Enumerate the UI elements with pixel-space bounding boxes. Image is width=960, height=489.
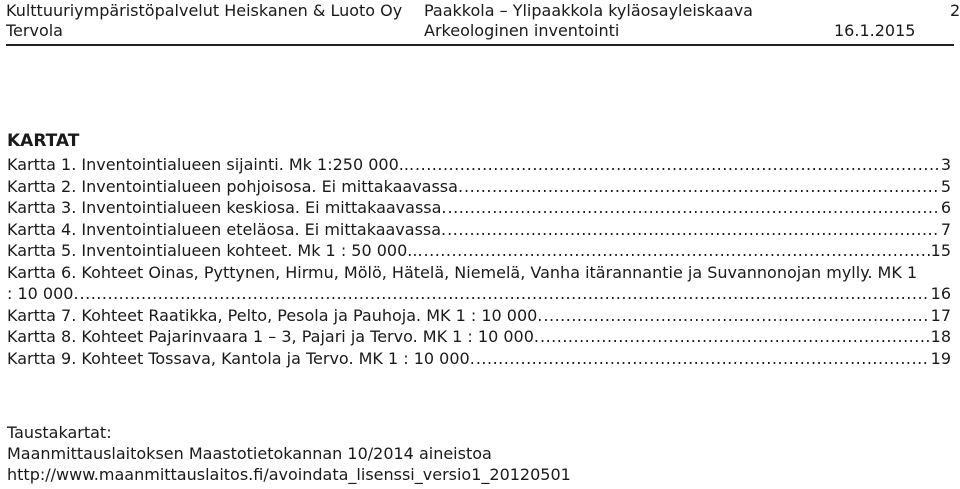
toc-entry-1[interactable] <box>7 154 951 176</box>
section-title: KARTAT <box>7 131 80 151</box>
toc-label: Kartta 7. Kohteet Raatikka, Pelto, Pesola ja Pauhoja. MK 1 : 10 000. <box>7 305 543 325</box>
toc-page: 3 <box>940 155 951 174</box>
toc-entry-2[interactable] <box>7 176 951 198</box>
toc-label: Kartta 1. Inventointialueen sijainti. Mk 1:250 000... <box>7 155 415 174</box>
toc-page: 17 <box>930 305 951 325</box>
toc-label: Kartta 9. Kohteet Tossava, Kantola ja Tervo. MK 1 : 10 000. <box>7 348 475 368</box>
toc-label: Kartta 8. Kohteet Pajarinvaara 1 – 3, Pajari ja Tervo. MK 1 : 10 000. <box>7 327 539 346</box>
toc-label: : 10 000. <box>7 284 79 303</box>
toc-page: 16 <box>930 284 951 303</box>
toc-entry-4[interactable] <box>7 219 951 241</box>
toc-entry-6[interactable] <box>7 262 951 305</box>
background-maps-note <box>7 422 571 485</box>
toc-page: 5 <box>940 176 951 196</box>
header-subtitle: Arkeologinen inventointi <box>424 21 620 40</box>
toc-entry-3[interactable] <box>7 197 951 219</box>
toc-page: 7 <box>940 219 951 239</box>
background-source: Maanmittauslaitoksen Maastotietokannan 10/2014 aineistoa <box>7 444 492 463</box>
toc-label: Kartta 4. Inventointialueen eteläosa. Ei mittakaavassa. <box>7 219 447 239</box>
toc-label: Kartta 2. Inventointialueen pohjoisosa. Ei mittakaavassa. <box>7 176 464 196</box>
header-place: Tervola <box>6 21 63 40</box>
toc-label: Kartta 5. Inventointialueen kohteet. Mk 1 : 50 000... <box>7 241 423 260</box>
toc-page: 19 <box>930 348 951 368</box>
toc-page: 15 <box>930 241 951 260</box>
toc-label: Kartta 3. Inventointialueen keskiosa. Ei mittakaavassa. <box>7 198 447 217</box>
toc-entry-8[interactable] <box>7 326 951 348</box>
toc-entry-5[interactable] <box>7 240 951 262</box>
toc-entry-7[interactable] <box>7 305 951 327</box>
background-license-link[interactable]: http://www.maanmittauslaitos.fi/avoindata_lisenssi_versio1_20120501 <box>7 465 571 484</box>
toc-page: 18 <box>930 327 951 346</box>
header-date: 16.1.2015 <box>834 21 916 40</box>
toc-entry-9[interactable] <box>7 348 951 370</box>
page-header <box>6 0 960 46</box>
toc-page: 6 <box>940 198 951 217</box>
header-project: Paakkola – Ylipaakkola kyläosayleiskaava <box>424 1 753 20</box>
header-company: Kulttuuriympäristöpalvelut Heiskanen & Luoto Oy <box>6 1 403 20</box>
toc-label-line1: Kartta 6. Kohteet Oinas, Pyttynen, Hirmu, Mölö, Hätelä, Niemelä, Vanha itärannantie ja Suvannonojan mylly. MK 1 <box>7 262 918 282</box>
map-list <box>7 154 951 369</box>
background-heading: Taustakartat: <box>7 423 112 442</box>
header-page-number: 2 <box>950 1 960 20</box>
